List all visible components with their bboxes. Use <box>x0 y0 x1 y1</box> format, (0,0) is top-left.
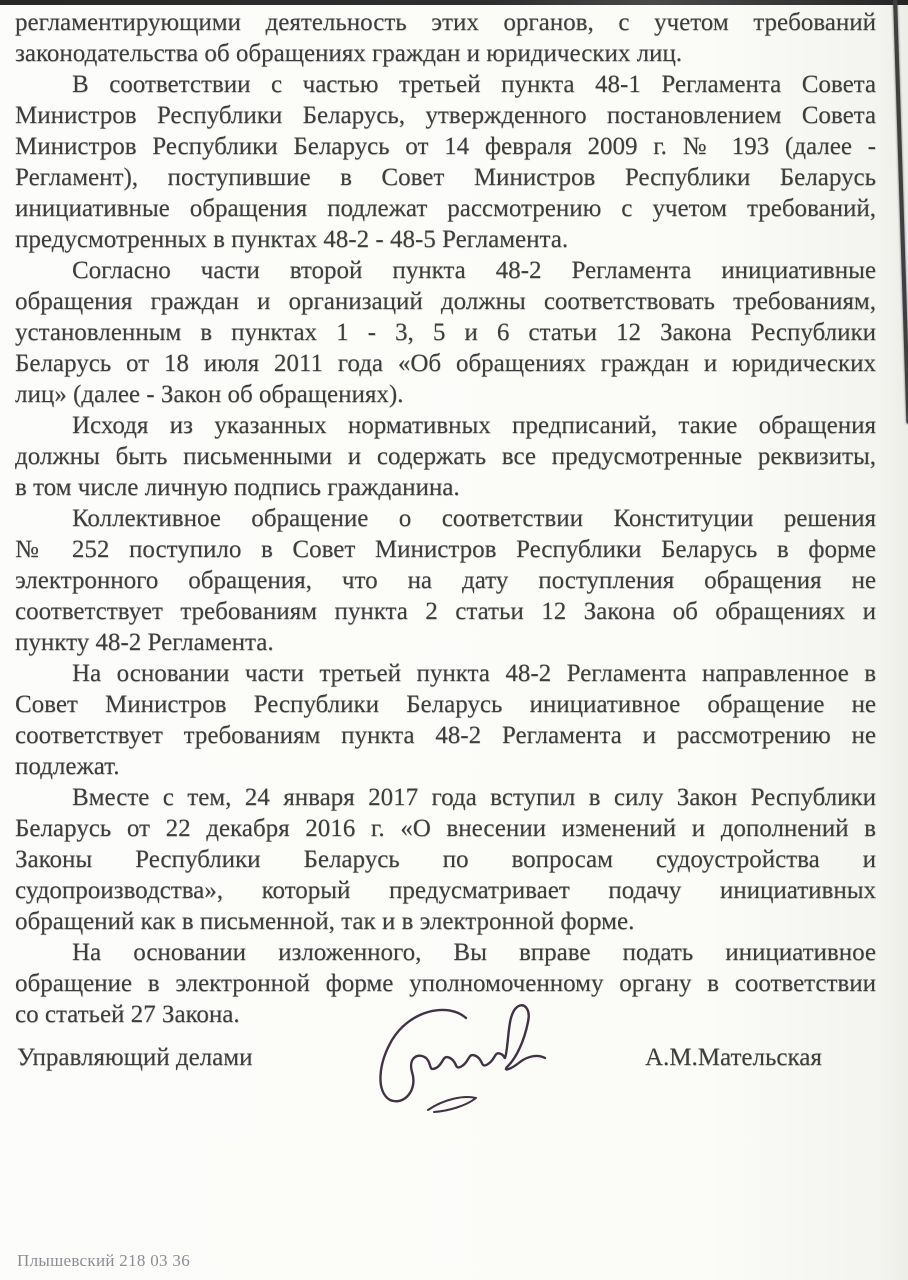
scan-right-edge-artifact <box>893 0 908 424</box>
text-line: регламентирующими деятельность этих органов, с учетом требований <box>15 9 876 36</box>
paragraph <box>15 658 876 782</box>
text-line: В соответствии с частью третьей пункта 48-1 Регламента Совета <box>72 71 876 98</box>
text-line: лиц» (далее - Закон об обращениях). <box>15 381 404 408</box>
signer-name: А.М.Мательская <box>645 1044 822 1071</box>
text-line: На основании изложенного, Вы вправе подать инициативное <box>72 939 876 966</box>
text-line: Совет Министров Республики Беларусь инициативное обращение не <box>15 691 876 718</box>
text-line: обращение в электронной форме уполномоченному органу в соответствии <box>15 970 876 997</box>
text-line: Беларусь от 22 декабря 2016 г. «О внесении изменений и дополнений в <box>15 815 876 842</box>
text-line: соответствует требованиям пункта 48-2 Регламента и рассмотрению не <box>15 722 876 749</box>
text-line: Законы Республики Беларусь по вопросам судоустройства и <box>15 846 876 873</box>
text-line: законодательства об обращениях граждан и юридических лиц. <box>15 40 683 67</box>
text-line: Коллективное обращение о соответствии Конституции решения <box>72 505 876 532</box>
signer-position: Управляющий делами <box>17 1044 253 1071</box>
text-line: Беларусь от 18 июля 2011 года «Об обращениях граждан и юридических <box>15 350 876 377</box>
executor-footer-note: Плышевский 218 03 36 <box>17 1251 190 1270</box>
text-line: обращений как в письменной, так и в электронной форме. <box>15 908 635 935</box>
text-line: в том числе личную подпись гражданина. <box>15 474 460 501</box>
text-line: Министров Республики Беларусь от 14 февраля 2009 г. № 193 (далее - <box>15 133 876 160</box>
text-line: пункту 48-2 Регламента. <box>15 629 274 656</box>
text-line: Согласно части второй пункта 48-2 Регламента инициативные <box>72 257 876 284</box>
handwritten-signature <box>370 996 556 1124</box>
text-line: На основании части третьей пункта 48-2 Регламента направленное в <box>72 660 876 687</box>
text-line: Регламент), поступившие в Совет Министров Республики Беларусь <box>15 164 876 191</box>
paragraph <box>15 7 876 69</box>
text-line: № 252 поступило в Совет Министров Республики Беларусь в форме <box>15 536 876 563</box>
text-line: судопроизводства», который предусматривает подачу инициативных <box>15 877 876 904</box>
text-line: подлежат. <box>15 753 120 780</box>
text-line: Министров Республики Беларусь, утвержденного постановлением Совета <box>15 102 876 129</box>
text-line: предусмотренных в пунктах 48-2 - 48-5 Регламента. <box>15 226 569 253</box>
text-line: обращения граждан и организаций должны соответствовать требованиям, <box>15 288 876 315</box>
text-line: электронного обращения, что на дату поступления обращения не <box>15 567 876 594</box>
paragraph <box>15 503 876 658</box>
text-line: со статьей 27 Закона. <box>15 1001 240 1028</box>
text-line: установленным в пунктах 1 - 3, 5 и 6 статьи 12 Закона Республики <box>15 319 876 346</box>
text-line: Исходя из указанных нормативных предписаний, такие обращения <box>72 412 876 439</box>
text-line: инициативные обращения подлежат рассмотрению с учетом требований, <box>15 195 876 222</box>
text-line: должны быть письменными и содержать все предусмотренные реквизиты, <box>15 443 876 470</box>
text-line: соответствует требованиям пункта 2 статьи 12 Закона об обращениях и <box>15 598 876 625</box>
document-body <box>15 7 876 1030</box>
paragraph <box>15 255 876 410</box>
paragraph <box>15 69 876 255</box>
scan-top-edge-artifact <box>0 0 908 5</box>
paragraph <box>15 782 876 937</box>
signature-icon <box>370 996 556 1124</box>
paragraph <box>15 410 876 503</box>
text-line: Вместе с тем, 24 января 2017 года вступил в силу Закон Республики <box>72 784 876 811</box>
